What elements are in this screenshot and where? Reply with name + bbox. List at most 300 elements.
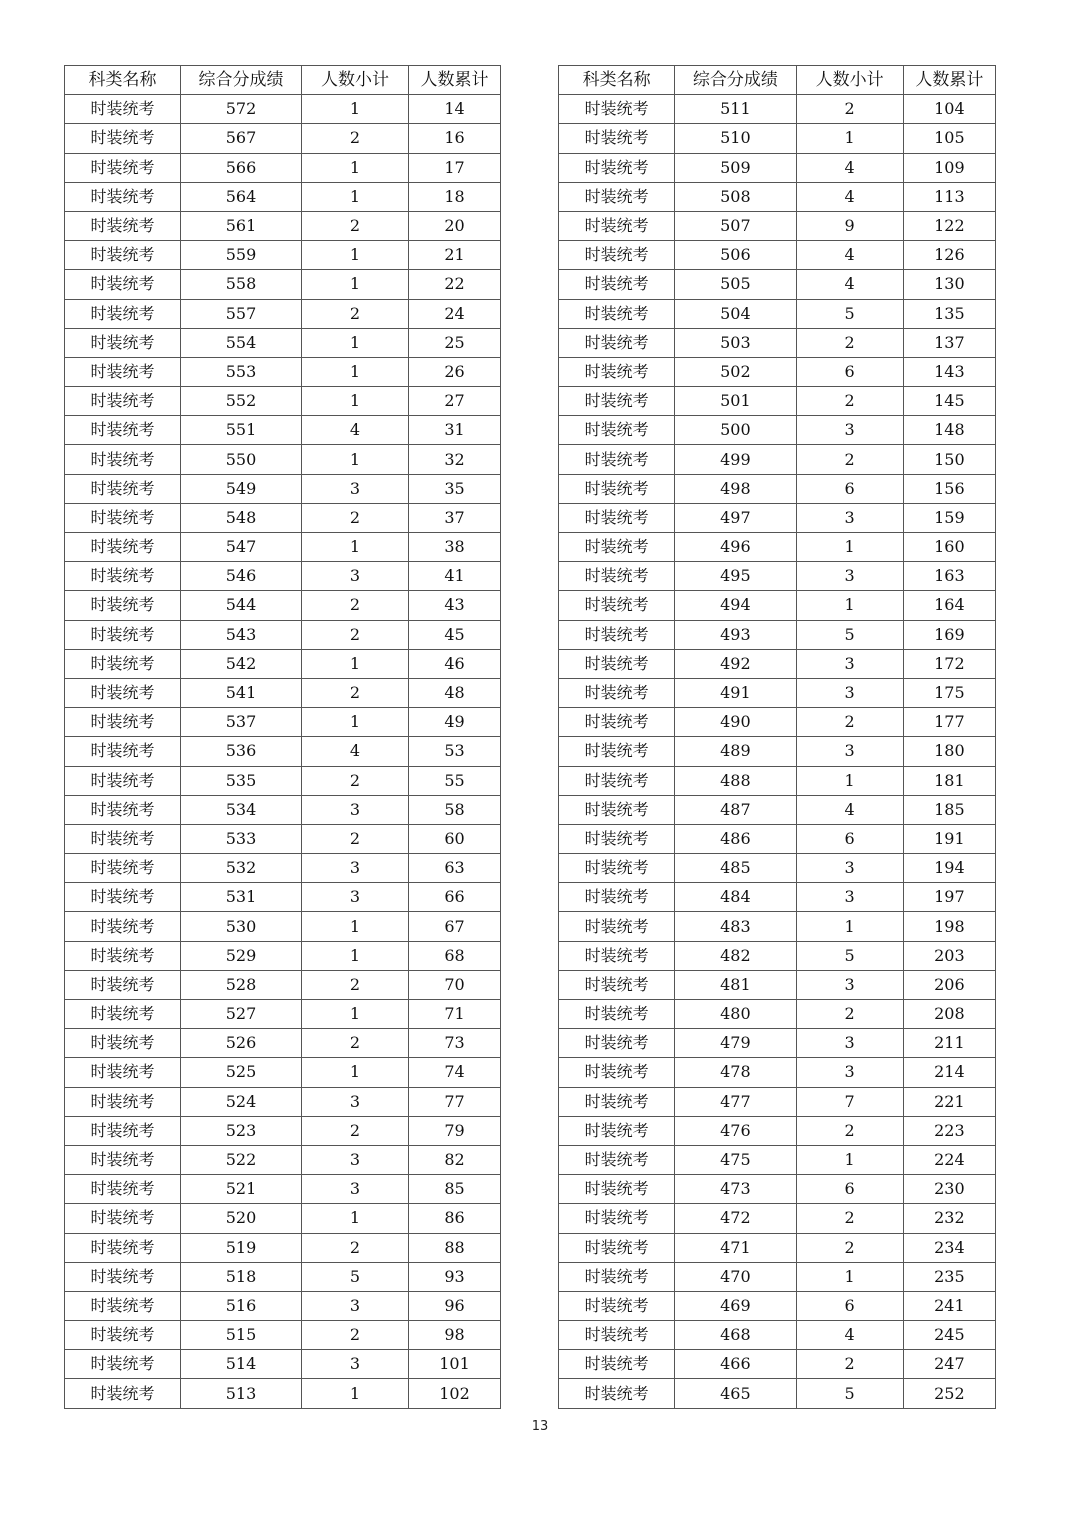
category-cell: 时装统考 — [65, 1379, 181, 1408]
table-row — [65, 445, 501, 474]
count-cell: 2 — [796, 1116, 903, 1145]
count-cell: 2 — [302, 1233, 409, 1262]
score-cell: 487 — [675, 795, 796, 824]
score-cell: 483 — [675, 912, 796, 941]
table-row — [559, 387, 996, 416]
category-cell: 时装统考 — [65, 1175, 181, 1204]
category-cell: 时装统考 — [559, 649, 675, 678]
score-cell: 508 — [675, 182, 796, 211]
category-cell: 时装统考 — [559, 503, 675, 532]
cumulative-cell: 177 — [903, 708, 995, 737]
count-cell: 1 — [302, 387, 409, 416]
category-cell: 时装统考 — [559, 445, 675, 474]
score-cell: 500 — [675, 416, 796, 445]
category-cell: 时装统考 — [65, 95, 181, 124]
table-row — [65, 1233, 501, 1262]
table-row — [65, 474, 501, 503]
table-row — [65, 854, 501, 883]
score-cell: 497 — [675, 503, 796, 532]
table-row — [65, 416, 501, 445]
table-row — [559, 357, 996, 386]
count-cell: 2 — [796, 1233, 903, 1262]
cumulative-cell: 93 — [409, 1262, 501, 1291]
table-row — [65, 708, 501, 737]
category-cell: 时装统考 — [65, 912, 181, 941]
score-cell: 534 — [181, 795, 302, 824]
category-cell: 时装统考 — [559, 1000, 675, 1029]
cumulative-cell: 86 — [409, 1204, 501, 1233]
cumulative-cell: 223 — [903, 1116, 995, 1145]
category-cell: 时装统考 — [65, 357, 181, 386]
score-cell: 498 — [675, 474, 796, 503]
cumulative-cell: 194 — [903, 854, 995, 883]
score-cell: 548 — [181, 503, 302, 532]
score-cell: 481 — [675, 970, 796, 999]
header-category: 科类名称 — [559, 66, 675, 95]
cumulative-cell: 73 — [409, 1029, 501, 1058]
table-row — [559, 1145, 996, 1174]
count-cell: 2 — [796, 1000, 903, 1029]
table-row — [559, 1321, 996, 1350]
category-cell: 时装统考 — [559, 678, 675, 707]
count-cell: 2 — [302, 620, 409, 649]
category-cell: 时装统考 — [65, 1000, 181, 1029]
cumulative-cell: 96 — [409, 1291, 501, 1320]
count-cell: 2 — [302, 1029, 409, 1058]
count-cell: 3 — [302, 854, 409, 883]
cumulative-cell: 203 — [903, 941, 995, 970]
score-cell: 504 — [675, 299, 796, 328]
score-cell: 480 — [675, 1000, 796, 1029]
cumulative-cell: 66 — [409, 883, 501, 912]
count-cell: 3 — [796, 416, 903, 445]
category-cell: 时装统考 — [559, 182, 675, 211]
cumulative-cell: 208 — [903, 1000, 995, 1029]
table-row — [559, 970, 996, 999]
category-cell: 时装统考 — [559, 824, 675, 853]
table-row — [559, 824, 996, 853]
score-cell: 533 — [181, 824, 302, 853]
table-row — [65, 1145, 501, 1174]
cumulative-cell: 235 — [903, 1262, 995, 1291]
count-cell: 3 — [302, 795, 409, 824]
category-cell: 时装统考 — [559, 1379, 675, 1408]
cumulative-cell: 98 — [409, 1321, 501, 1350]
cumulative-cell: 159 — [903, 503, 995, 532]
cumulative-cell: 38 — [409, 533, 501, 562]
header-score: 综合分成绩 — [675, 66, 796, 95]
count-cell: 1 — [302, 1058, 409, 1087]
count-cell: 1 — [302, 241, 409, 270]
score-cell: 490 — [675, 708, 796, 737]
table-row — [65, 562, 501, 591]
count-cell: 1 — [796, 766, 903, 795]
cumulative-cell: 43 — [409, 591, 501, 620]
table-row — [65, 95, 501, 124]
score-cell: 558 — [181, 270, 302, 299]
cumulative-cell: 197 — [903, 883, 995, 912]
category-cell: 时装统考 — [65, 1321, 181, 1350]
cumulative-cell: 46 — [409, 649, 501, 678]
table-row — [65, 241, 501, 270]
score-cell: 477 — [675, 1087, 796, 1116]
score-cell: 544 — [181, 591, 302, 620]
count-cell: 3 — [796, 503, 903, 532]
score-cell: 541 — [181, 678, 302, 707]
count-cell: 4 — [796, 1321, 903, 1350]
header-category: 科类名称 — [65, 66, 181, 95]
category-cell: 时装统考 — [559, 270, 675, 299]
cumulative-cell: 32 — [409, 445, 501, 474]
table-row — [559, 1291, 996, 1320]
cumulative-cell: 130 — [903, 270, 995, 299]
cumulative-cell: 49 — [409, 708, 501, 737]
category-cell: 时装统考 — [65, 970, 181, 999]
count-cell: 3 — [796, 649, 903, 678]
score-cell: 553 — [181, 357, 302, 386]
table-row — [65, 766, 501, 795]
score-cell: 552 — [181, 387, 302, 416]
score-cell: 514 — [181, 1350, 302, 1379]
category-cell: 时装统考 — [65, 533, 181, 562]
score-cell: 511 — [675, 95, 796, 124]
category-cell: 时装统考 — [559, 153, 675, 182]
score-cell: 491 — [675, 678, 796, 707]
category-cell: 时装统考 — [65, 766, 181, 795]
cumulative-cell: 224 — [903, 1145, 995, 1174]
count-cell: 5 — [796, 620, 903, 649]
count-cell: 1 — [796, 912, 903, 941]
table-row — [65, 1204, 501, 1233]
table-row — [559, 1175, 996, 1204]
category-cell: 时装统考 — [559, 416, 675, 445]
cumulative-cell: 77 — [409, 1087, 501, 1116]
cumulative-cell: 175 — [903, 678, 995, 707]
cumulative-cell: 85 — [409, 1175, 501, 1204]
count-cell: 4 — [796, 270, 903, 299]
cumulative-cell: 163 — [903, 562, 995, 591]
cumulative-cell: 48 — [409, 678, 501, 707]
table-row — [65, 1087, 501, 1116]
count-cell: 3 — [302, 562, 409, 591]
count-cell: 6 — [796, 1175, 903, 1204]
table-row — [559, 328, 996, 357]
table-row — [65, 357, 501, 386]
table-row — [65, 1000, 501, 1029]
score-cell: 471 — [675, 1233, 796, 1262]
score-cell: 542 — [181, 649, 302, 678]
category-cell: 时装统考 — [65, 708, 181, 737]
score-cell: 499 — [675, 445, 796, 474]
score-cell: 465 — [675, 1379, 796, 1408]
score-cell: 475 — [675, 1145, 796, 1174]
table-row — [559, 562, 996, 591]
category-cell: 时装统考 — [559, 357, 675, 386]
category-cell: 时装统考 — [559, 1175, 675, 1204]
category-cell: 时装统考 — [559, 941, 675, 970]
category-cell: 时装统考 — [65, 445, 181, 474]
count-cell: 4 — [796, 153, 903, 182]
score-cell: 506 — [675, 241, 796, 270]
count-cell: 1 — [796, 1262, 903, 1291]
score-cell: 572 — [181, 95, 302, 124]
cumulative-cell: 88 — [409, 1233, 501, 1262]
count-cell: 3 — [302, 1087, 409, 1116]
cumulative-cell: 105 — [903, 124, 995, 153]
table-row — [65, 970, 501, 999]
category-cell: 时装统考 — [65, 941, 181, 970]
cumulative-cell: 37 — [409, 503, 501, 532]
score-cell: 470 — [675, 1262, 796, 1291]
score-cell: 509 — [675, 153, 796, 182]
score-cell: 518 — [181, 1262, 302, 1291]
table-row — [65, 591, 501, 620]
category-cell: 时装统考 — [559, 1145, 675, 1174]
cumulative-cell: 60 — [409, 824, 501, 853]
category-cell: 时装统考 — [559, 562, 675, 591]
table-row — [559, 795, 996, 824]
cumulative-cell: 211 — [903, 1029, 995, 1058]
category-cell: 时装统考 — [559, 1262, 675, 1291]
table-row — [65, 678, 501, 707]
category-cell: 时装统考 — [65, 299, 181, 328]
cumulative-cell: 160 — [903, 533, 995, 562]
category-cell: 时装统考 — [65, 1262, 181, 1291]
cumulative-cell: 41 — [409, 562, 501, 591]
score-cell: 528 — [181, 970, 302, 999]
cumulative-cell: 82 — [409, 1145, 501, 1174]
category-cell: 时装统考 — [559, 620, 675, 649]
cumulative-cell: 241 — [903, 1291, 995, 1320]
count-cell: 4 — [796, 182, 903, 211]
table-row — [65, 737, 501, 766]
table-row — [559, 182, 996, 211]
count-cell: 2 — [302, 591, 409, 620]
count-cell: 2 — [796, 445, 903, 474]
category-cell: 时装统考 — [65, 1350, 181, 1379]
count-cell: 2 — [302, 1321, 409, 1350]
cumulative-cell: 126 — [903, 241, 995, 270]
table-row — [559, 416, 996, 445]
category-cell: 时装统考 — [559, 124, 675, 153]
cumulative-cell: 185 — [903, 795, 995, 824]
table-row — [65, 1175, 501, 1204]
count-cell: 2 — [302, 124, 409, 153]
count-cell: 1 — [302, 445, 409, 474]
score-cell: 529 — [181, 941, 302, 970]
cumulative-cell: 79 — [409, 1116, 501, 1145]
count-cell: 2 — [302, 766, 409, 795]
count-cell: 4 — [796, 795, 903, 824]
category-cell: 时装统考 — [559, 1029, 675, 1058]
count-cell: 1 — [302, 533, 409, 562]
table-row — [65, 182, 501, 211]
score-cell: 486 — [675, 824, 796, 853]
category-cell: 时装统考 — [559, 211, 675, 240]
category-cell: 时装统考 — [559, 387, 675, 416]
cumulative-cell: 232 — [903, 1204, 995, 1233]
category-cell: 时装统考 — [65, 591, 181, 620]
table-row — [559, 1204, 996, 1233]
count-cell: 6 — [796, 824, 903, 853]
count-cell: 2 — [302, 503, 409, 532]
score-cell: 564 — [181, 182, 302, 211]
score-cell: 495 — [675, 562, 796, 591]
count-cell: 5 — [796, 941, 903, 970]
table-row — [559, 649, 996, 678]
table-row — [65, 1379, 501, 1408]
score-cell: 507 — [675, 211, 796, 240]
table-row — [559, 241, 996, 270]
cumulative-cell: 101 — [409, 1350, 501, 1379]
category-cell: 时装统考 — [65, 211, 181, 240]
cumulative-cell: 252 — [903, 1379, 995, 1408]
cumulative-cell: 156 — [903, 474, 995, 503]
cumulative-cell: 20 — [409, 211, 501, 240]
table-row — [559, 270, 996, 299]
score-cell: 550 — [181, 445, 302, 474]
category-cell: 时装统考 — [559, 1233, 675, 1262]
score-cell: 547 — [181, 533, 302, 562]
table-row — [65, 270, 501, 299]
score-cell: 503 — [675, 328, 796, 357]
category-cell: 时装统考 — [65, 1204, 181, 1233]
score-cell: 535 — [181, 766, 302, 795]
score-cell: 482 — [675, 941, 796, 970]
table-row — [559, 1000, 996, 1029]
count-cell: 3 — [796, 678, 903, 707]
table-row — [65, 1262, 501, 1291]
count-cell: 4 — [302, 737, 409, 766]
table-row — [65, 1116, 501, 1145]
category-cell: 时装统考 — [65, 387, 181, 416]
score-cell: 515 — [181, 1321, 302, 1350]
category-cell: 时装统考 — [65, 649, 181, 678]
count-cell: 2 — [796, 95, 903, 124]
cumulative-cell: 16 — [409, 124, 501, 153]
score-cell: 473 — [675, 1175, 796, 1204]
score-cell: 485 — [675, 854, 796, 883]
table-row — [65, 912, 501, 941]
category-cell: 时装统考 — [559, 854, 675, 883]
table-row — [559, 1379, 996, 1408]
count-cell: 3 — [302, 1145, 409, 1174]
cumulative-cell: 234 — [903, 1233, 995, 1262]
score-cell: 489 — [675, 737, 796, 766]
page-number: 13 — [531, 1419, 549, 1434]
table-row — [65, 299, 501, 328]
count-cell: 7 — [796, 1087, 903, 1116]
header-count: 人数小计 — [302, 66, 409, 95]
count-cell: 2 — [796, 1350, 903, 1379]
table-row — [65, 620, 501, 649]
category-cell: 时装统考 — [65, 270, 181, 299]
count-cell: 6 — [796, 357, 903, 386]
table-row — [559, 211, 996, 240]
score-cell: 505 — [675, 270, 796, 299]
cumulative-cell: 68 — [409, 941, 501, 970]
count-cell: 1 — [796, 1145, 903, 1174]
score-cell: 536 — [181, 737, 302, 766]
cumulative-cell: 143 — [903, 357, 995, 386]
cumulative-cell: 21 — [409, 241, 501, 270]
count-cell: 3 — [796, 1058, 903, 1087]
count-cell: 2 — [796, 328, 903, 357]
table-row — [559, 1350, 996, 1379]
table-row — [65, 1321, 501, 1350]
cumulative-cell: 70 — [409, 970, 501, 999]
score-cell: 476 — [675, 1116, 796, 1145]
category-cell: 时装统考 — [65, 1058, 181, 1087]
table-row — [65, 883, 501, 912]
score-cell: 530 — [181, 912, 302, 941]
category-cell: 时装统考 — [65, 182, 181, 211]
table-row — [559, 766, 996, 795]
score-table-right — [558, 65, 996, 1409]
count-cell: 3 — [796, 1029, 903, 1058]
score-cell: 567 — [181, 124, 302, 153]
cumulative-cell: 58 — [409, 795, 501, 824]
category-cell: 时装统考 — [65, 795, 181, 824]
category-cell: 时装统考 — [65, 620, 181, 649]
score-cell: 516 — [181, 1291, 302, 1320]
table-row — [559, 1233, 996, 1262]
cumulative-cell: 102 — [409, 1379, 501, 1408]
table-row — [559, 678, 996, 707]
score-cell: 494 — [675, 591, 796, 620]
category-cell: 时装统考 — [65, 124, 181, 153]
cumulative-cell: 172 — [903, 649, 995, 678]
score-cell: 522 — [181, 1145, 302, 1174]
table-row — [65, 387, 501, 416]
score-cell: 523 — [181, 1116, 302, 1145]
category-cell: 时装统考 — [65, 328, 181, 357]
count-cell: 1 — [302, 1204, 409, 1233]
table-row — [65, 1350, 501, 1379]
table-row — [65, 795, 501, 824]
category-cell: 时装统考 — [65, 503, 181, 532]
score-cell: 488 — [675, 766, 796, 795]
table-row — [65, 211, 501, 240]
category-cell: 时装统考 — [65, 241, 181, 270]
table-row — [559, 620, 996, 649]
count-cell: 4 — [796, 241, 903, 270]
score-table-left — [64, 65, 501, 1409]
table-row — [559, 95, 996, 124]
cumulative-cell: 198 — [903, 912, 995, 941]
cumulative-cell: 148 — [903, 416, 995, 445]
category-cell: 时装统考 — [65, 1087, 181, 1116]
cumulative-cell: 18 — [409, 182, 501, 211]
score-cell: 525 — [181, 1058, 302, 1087]
category-cell: 时装统考 — [65, 153, 181, 182]
table-row — [559, 1029, 996, 1058]
count-cell: 3 — [302, 474, 409, 503]
score-cell: 566 — [181, 153, 302, 182]
category-cell: 时装统考 — [559, 1204, 675, 1233]
cumulative-cell: 247 — [903, 1350, 995, 1379]
count-cell: 1 — [302, 649, 409, 678]
cumulative-cell: 45 — [409, 620, 501, 649]
cumulative-cell: 109 — [903, 153, 995, 182]
score-cell: 526 — [181, 1029, 302, 1058]
count-cell: 2 — [796, 708, 903, 737]
category-cell: 时装统考 — [559, 241, 675, 270]
table-row — [559, 941, 996, 970]
category-cell: 时装统考 — [559, 912, 675, 941]
table-row — [65, 533, 501, 562]
cumulative-cell: 74 — [409, 1058, 501, 1087]
